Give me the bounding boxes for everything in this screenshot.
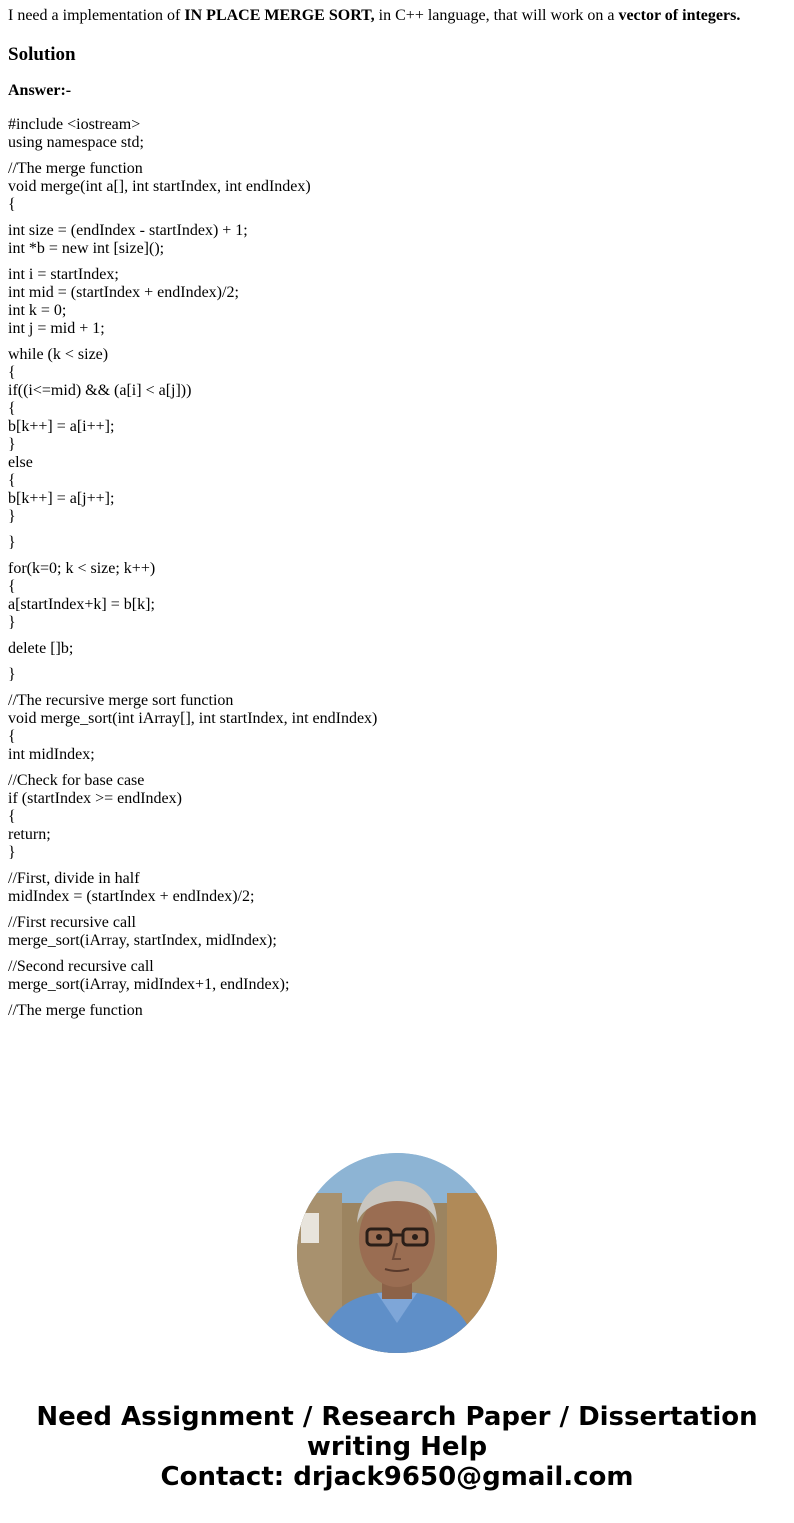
code-line: { [8,400,16,417]
code-line: else [8,454,33,471]
code-paragraph [8,692,786,764]
code-line: b[k++] = a[i++]; [8,418,115,435]
footer-line-3: Contact: drjack9650@gmail.com [160,1462,634,1492]
code-line: int mid = (startIndex + endIndex)/2; [8,284,239,301]
code-line: { [8,728,16,745]
code-paragraph [8,266,786,338]
author-avatar [297,1153,497,1353]
code-line: //Check for base case [8,772,145,789]
code-paragraph [8,640,786,658]
code-line: void merge_sort(int iArray[], int startIndex, int endIndex) [8,710,378,727]
code-paragraph [8,160,786,214]
code-line: #include <iostream> [8,116,141,133]
code-line: int j = mid + 1; [8,320,105,337]
code-paragraph [8,1002,786,1020]
code-line: } [8,666,16,683]
code-line: for(k=0; k < size; k++) [8,560,156,577]
solution-heading: Solution [8,44,76,65]
code-block [8,116,786,1020]
code-line: int *b = new int [size](); [8,240,165,257]
footer-line-2: writing Help [306,1432,488,1462]
code-line: return; [8,826,51,843]
code-line: using namespace std; [8,134,144,151]
code-line: } [8,508,16,525]
code-line: if((i<=mid) && (a[i] < a[j])) [8,382,192,399]
question-middle: in C++ language, that will work on a [374,7,619,24]
code-line: } [8,614,16,631]
code-line: //Second recursive call [8,958,154,975]
code-line: { [8,578,16,595]
question-text [8,7,786,25]
code-line: { [8,196,16,213]
code-line: //The merge function [8,1002,143,1019]
code-line: } [8,436,16,453]
code-line: if (startIndex >= endIndex) [8,790,182,807]
question-prefix: I need a implementation of [8,7,185,24]
code-paragraph [8,870,786,906]
footer-contact [0,1402,794,1492]
question-bold-target: vector of integers. [618,7,741,24]
code-paragraph [8,914,786,950]
code-line: int midIndex; [8,746,95,763]
code-line: void merge(int a[], int startIndex, int endIndex) [8,178,311,195]
code-line: delete []b; [8,640,74,657]
code-line: { [8,472,16,489]
code-paragraph [8,666,786,684]
footer-line-1: Need Assignment / Research Paper / Dissertation [36,1402,758,1432]
code-line: } [8,534,16,551]
document-content [8,0,786,1121]
author-photo [297,1153,497,1353]
code-line: //The merge function [8,160,143,177]
code-paragraph [8,560,786,632]
code-line: a[startIndex+k] = b[k]; [8,596,155,613]
code-line: int size = (endIndex - startIndex) + 1; [8,222,248,239]
code-line: midIndex = (startIndex + endIndex)/2; [8,888,255,905]
code-line: b[k++] = a[j++]; [8,490,115,507]
code-line: merge_sort(iArray, startIndex, midIndex); [8,932,277,949]
code-line: //First recursive call [8,914,136,931]
code-line: } [8,844,16,861]
code-line: while (k < size) [8,346,109,363]
code-paragraph [8,222,786,258]
code-line: int k = 0; [8,302,67,319]
question-bold-topic: IN PLACE MERGE SORT, [184,7,375,24]
code-paragraph [8,772,786,862]
code-line: { [8,808,16,825]
code-line: //First, divide in half [8,870,140,887]
code-line: int i = startIndex; [8,266,119,283]
code-line: //The recursive merge sort function [8,692,234,709]
answer-label: Answer:- [8,82,72,99]
code-paragraph [8,346,786,526]
code-paragraph [8,116,786,152]
code-line: merge_sort(iArray, midIndex+1, endIndex); [8,976,290,993]
code-line: { [8,364,16,381]
code-paragraph [8,534,786,552]
code-paragraph [8,958,786,994]
